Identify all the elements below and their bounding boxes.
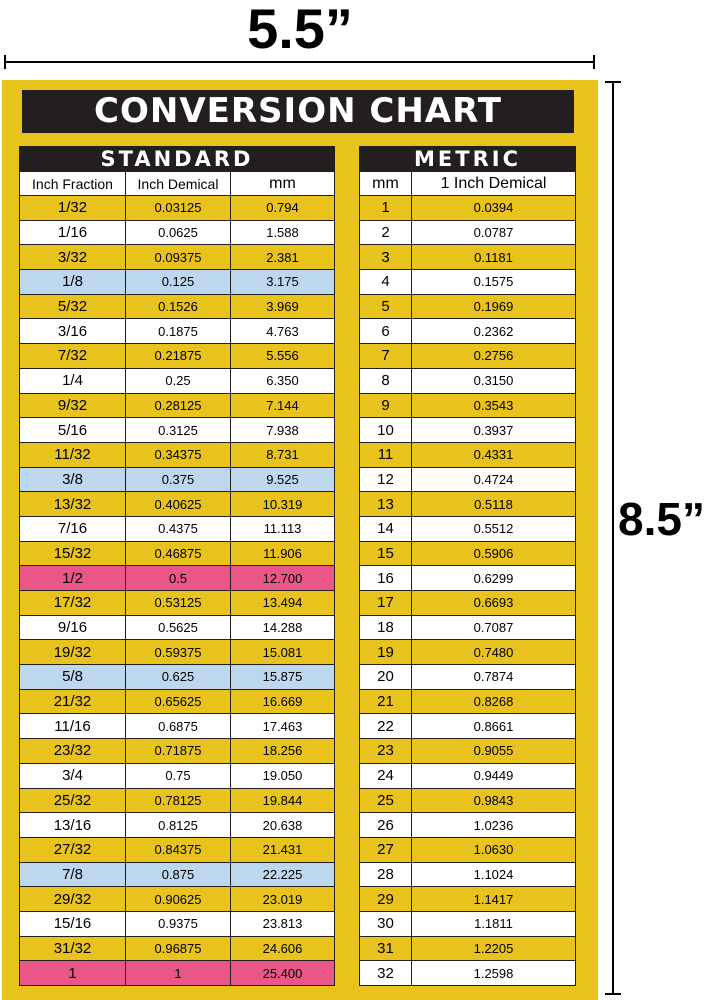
metric-table — [359, 146, 576, 986]
standard-row — [20, 566, 335, 591]
metric-row — [360, 245, 576, 270]
metric-mm-cell: 7 — [360, 344, 412, 369]
inch-decimal-cell: 0.84375 — [126, 837, 231, 862]
metric-mm-cell: 16 — [360, 566, 412, 591]
metric-mm-cell: 4 — [360, 270, 412, 295]
height-dimension-tick-top — [605, 81, 621, 83]
mm-cell: 10.319 — [231, 492, 335, 517]
width-dimension — [0, 0, 600, 80]
column-header-inch-fraction: Inch Fraction — [20, 172, 126, 196]
inch-fraction-cell: 5/32 — [20, 294, 126, 319]
metric-row — [360, 615, 576, 640]
inch-decimal-cell: 0.5 — [126, 566, 231, 591]
metric-row — [360, 467, 576, 492]
metric-row — [360, 270, 576, 295]
metric-inch-decimal-cell: 0.8268 — [412, 689, 576, 714]
metric-row — [360, 492, 576, 517]
inch-decimal-cell: 0.09375 — [126, 245, 231, 270]
inch-fraction-cell: 3/8 — [20, 467, 126, 492]
column-header-mm: mm — [231, 172, 335, 196]
standard-row — [20, 319, 335, 344]
metric-row — [360, 319, 576, 344]
metric-row — [360, 961, 576, 986]
inch-fraction-cell: 19/32 — [20, 640, 126, 665]
metric-inch-decimal-cell: 0.8661 — [412, 714, 576, 739]
standard-row — [20, 368, 335, 393]
metric-table-body — [360, 196, 576, 986]
metric-mm-cell: 22 — [360, 714, 412, 739]
standard-table — [19, 146, 335, 986]
height-label: 8.5” — [618, 490, 705, 548]
metric-row — [360, 665, 576, 690]
inch-fraction-cell: 15/16 — [20, 911, 126, 936]
inch-decimal-cell: 0.40625 — [126, 492, 231, 517]
metric-mm-cell: 11 — [360, 442, 412, 467]
height-dimension-line — [612, 82, 614, 994]
metric-row — [360, 220, 576, 245]
mm-cell: 21.431 — [231, 837, 335, 862]
metric-row — [360, 541, 576, 566]
standard-row — [20, 837, 335, 862]
inch-decimal-cell: 0.1875 — [126, 319, 231, 344]
metric-mm-cell: 3 — [360, 245, 412, 270]
mm-cell: 7.938 — [231, 418, 335, 443]
metric-row — [360, 763, 576, 788]
inch-fraction-cell: 17/32 — [20, 591, 126, 616]
mm-cell: 15.875 — [231, 665, 335, 690]
metric-inch-decimal-cell: 0.5512 — [412, 516, 576, 541]
metric-inch-decimal-cell: 1.0236 — [412, 813, 576, 838]
metric-mm-cell: 28 — [360, 862, 412, 887]
metric-mm-cell: 13 — [360, 492, 412, 517]
mm-cell: 15.081 — [231, 640, 335, 665]
inch-fraction-cell: 3/4 — [20, 763, 126, 788]
mm-cell: 16.669 — [231, 689, 335, 714]
metric-row — [360, 294, 576, 319]
inch-decimal-cell: 0.625 — [126, 665, 231, 690]
height-dimension-tick-bottom — [605, 993, 621, 995]
metric-mm-cell: 32 — [360, 961, 412, 986]
inch-decimal-cell: 0.375 — [126, 467, 231, 492]
mm-cell: 7.144 — [231, 393, 335, 418]
metric-mm-cell: 12 — [360, 467, 412, 492]
metric-row — [360, 516, 576, 541]
inch-decimal-cell: 0.34375 — [126, 442, 231, 467]
inch-fraction-cell: 7/32 — [20, 344, 126, 369]
inch-decimal-cell: 0.75 — [126, 763, 231, 788]
inch-decimal-cell: 0.25 — [126, 368, 231, 393]
metric-inch-decimal-cell: 0.4724 — [412, 467, 576, 492]
metric-mm-cell: 19 — [360, 640, 412, 665]
standard-row — [20, 961, 335, 986]
standard-row — [20, 739, 335, 764]
metric-inch-decimal-cell: 0.3937 — [412, 418, 576, 443]
mm-cell: 1.588 — [231, 220, 335, 245]
standard-heading: STANDARD — [20, 147, 335, 172]
metric-heading: METRIC — [360, 147, 576, 172]
metric-mm-cell: 1 — [360, 196, 412, 221]
metric-inch-decimal-cell: 0.0394 — [412, 196, 576, 221]
metric-row — [360, 344, 576, 369]
inch-decimal-cell: 0.1526 — [126, 294, 231, 319]
metric-row — [360, 196, 576, 221]
standard-row — [20, 763, 335, 788]
inch-fraction-cell: 3/32 — [20, 245, 126, 270]
inch-fraction-cell: 1/2 — [20, 566, 126, 591]
metric-row — [360, 862, 576, 887]
metric-inch-decimal-cell: 0.7087 — [412, 615, 576, 640]
standard-row — [20, 442, 335, 467]
metric-inch-decimal-cell: 0.4331 — [412, 442, 576, 467]
inch-decimal-cell: 0.65625 — [126, 689, 231, 714]
inch-fraction-cell: 27/32 — [20, 837, 126, 862]
standard-row — [20, 936, 335, 961]
mm-cell: 2.381 — [231, 245, 335, 270]
inch-fraction-cell: 21/32 — [20, 689, 126, 714]
inch-fraction-cell: 7/8 — [20, 862, 126, 887]
mm-cell: 0.794 — [231, 196, 335, 221]
mm-cell: 11.906 — [231, 541, 335, 566]
metric-mm-cell: 2 — [360, 220, 412, 245]
metric-mm-cell: 30 — [360, 911, 412, 936]
inch-decimal-cell: 0.46875 — [126, 541, 231, 566]
metric-mm-cell: 18 — [360, 615, 412, 640]
standard-row — [20, 196, 335, 221]
width-label: 5.5” — [247, 0, 353, 60]
metric-mm-cell: 5 — [360, 294, 412, 319]
inch-decimal-cell: 0.4375 — [126, 516, 231, 541]
standard-row — [20, 911, 335, 936]
metric-row — [360, 689, 576, 714]
metric-mm-cell: 9 — [360, 393, 412, 418]
inch-fraction-cell: 9/32 — [20, 393, 126, 418]
metric-row — [360, 936, 576, 961]
inch-fraction-cell: 15/32 — [20, 541, 126, 566]
metric-row — [360, 887, 576, 912]
inch-decimal-cell: 0.6875 — [126, 714, 231, 739]
metric-inch-decimal-cell: 0.2756 — [412, 344, 576, 369]
inch-fraction-cell: 1/16 — [20, 220, 126, 245]
inch-fraction-cell: 13/32 — [20, 492, 126, 517]
metric-mm-cell: 10 — [360, 418, 412, 443]
inch-fraction-cell: 25/32 — [20, 788, 126, 813]
inch-fraction-cell: 5/8 — [20, 665, 126, 690]
mm-cell: 24.606 — [231, 936, 335, 961]
metric-mm-cell: 14 — [360, 516, 412, 541]
standard-row — [20, 689, 335, 714]
inch-fraction-cell: 1 — [20, 961, 126, 986]
inch-decimal-cell: 0.28125 — [126, 393, 231, 418]
standard-row — [20, 640, 335, 665]
mm-cell: 23.019 — [231, 887, 335, 912]
mm-cell: 5.556 — [231, 344, 335, 369]
metric-inch-decimal-cell: 0.1969 — [412, 294, 576, 319]
standard-row — [20, 492, 335, 517]
metric-row — [360, 788, 576, 813]
mm-cell: 6.350 — [231, 368, 335, 393]
inch-decimal-cell: 0.71875 — [126, 739, 231, 764]
metric-mm-cell: 8 — [360, 368, 412, 393]
inch-decimal-cell: 0.90625 — [126, 887, 231, 912]
metric-inch-decimal-cell: 0.3543 — [412, 393, 576, 418]
standard-row — [20, 245, 335, 270]
column-header-metric-mm: mm — [360, 172, 412, 196]
mm-cell: 22.225 — [231, 862, 335, 887]
metric-inch-decimal-cell: 1.2205 — [412, 936, 576, 961]
inch-fraction-cell: 11/32 — [20, 442, 126, 467]
metric-row — [360, 837, 576, 862]
width-dimension-line — [5, 61, 595, 63]
mm-cell: 8.731 — [231, 442, 335, 467]
metric-inch-decimal-cell: 1.2598 — [412, 961, 576, 986]
inch-fraction-cell: 9/16 — [20, 615, 126, 640]
mm-cell: 4.763 — [231, 319, 335, 344]
metric-mm-cell: 17 — [360, 591, 412, 616]
inch-decimal-cell: 0.875 — [126, 862, 231, 887]
inch-decimal-cell: 0.5625 — [126, 615, 231, 640]
metric-row — [360, 393, 576, 418]
mm-cell: 17.463 — [231, 714, 335, 739]
standard-row — [20, 665, 335, 690]
inch-decimal-cell: 0.21875 — [126, 344, 231, 369]
metric-inch-decimal-cell: 0.6693 — [412, 591, 576, 616]
metric-row — [360, 640, 576, 665]
metric-row — [360, 813, 576, 838]
metric-mm-cell: 15 — [360, 541, 412, 566]
metric-mm-cell: 26 — [360, 813, 412, 838]
metric-mm-cell: 29 — [360, 887, 412, 912]
standard-row — [20, 294, 335, 319]
metric-inch-decimal-cell: 0.5118 — [412, 492, 576, 517]
metric-mm-cell: 31 — [360, 936, 412, 961]
inch-decimal-cell: 0.0625 — [126, 220, 231, 245]
inch-decimal-cell: 0.59375 — [126, 640, 231, 665]
inch-fraction-cell: 1/8 — [20, 270, 126, 295]
metric-inch-decimal-cell: 0.1181 — [412, 245, 576, 270]
standard-row — [20, 813, 335, 838]
mm-cell: 20.638 — [231, 813, 335, 838]
inch-decimal-cell: 1 — [126, 961, 231, 986]
metric-inch-decimal-cell: 0.9449 — [412, 763, 576, 788]
standard-row — [20, 220, 335, 245]
mm-cell: 11.113 — [231, 516, 335, 541]
mm-cell: 19.844 — [231, 788, 335, 813]
metric-row — [360, 739, 576, 764]
standard-row — [20, 615, 335, 640]
standard-row — [20, 541, 335, 566]
mm-cell: 12.700 — [231, 566, 335, 591]
metric-inch-decimal-cell: 0.9055 — [412, 739, 576, 764]
inch-decimal-cell: 0.125 — [126, 270, 231, 295]
mm-cell: 3.175 — [231, 270, 335, 295]
metric-mm-cell: 21 — [360, 689, 412, 714]
metric-inch-decimal-cell: 0.7874 — [412, 665, 576, 690]
metric-row — [360, 368, 576, 393]
standard-row — [20, 887, 335, 912]
metric-inch-decimal-cell: 0.1575 — [412, 270, 576, 295]
inch-decimal-cell: 0.9375 — [126, 911, 231, 936]
mm-cell: 13.494 — [231, 591, 335, 616]
metric-inch-decimal-cell: 1.1811 — [412, 911, 576, 936]
metric-row — [360, 442, 576, 467]
metric-inch-decimal-cell: 0.3150 — [412, 368, 576, 393]
standard-row — [20, 467, 335, 492]
mm-cell: 25.400 — [231, 961, 335, 986]
width-dimension-tick-right — [593, 55, 595, 69]
metric-mm-cell: 6 — [360, 319, 412, 344]
metric-mm-cell: 23 — [360, 739, 412, 764]
inch-fraction-cell: 13/16 — [20, 813, 126, 838]
standard-row — [20, 344, 335, 369]
standard-row — [20, 393, 335, 418]
standard-table-body — [20, 196, 335, 986]
inch-decimal-cell: 0.53125 — [126, 591, 231, 616]
mm-cell: 19.050 — [231, 763, 335, 788]
inch-fraction-cell: 5/16 — [20, 418, 126, 443]
metric-inch-decimal-cell: 0.6299 — [412, 566, 576, 591]
metric-mm-cell: 25 — [360, 788, 412, 813]
standard-row — [20, 516, 335, 541]
metric-row — [360, 911, 576, 936]
mm-cell: 9.525 — [231, 467, 335, 492]
mm-cell: 23.813 — [231, 911, 335, 936]
inch-decimal-cell: 0.96875 — [126, 936, 231, 961]
column-header-inch-decimal: Inch Demical — [126, 172, 231, 196]
metric-row — [360, 591, 576, 616]
standard-row — [20, 270, 335, 295]
inch-decimal-cell: 0.3125 — [126, 418, 231, 443]
metric-mm-cell: 20 — [360, 665, 412, 690]
metric-row — [360, 714, 576, 739]
metric-row — [360, 418, 576, 443]
inch-fraction-cell: 1/4 — [20, 368, 126, 393]
inch-decimal-cell: 0.8125 — [126, 813, 231, 838]
mm-cell: 3.969 — [231, 294, 335, 319]
inch-fraction-cell: 1/32 — [20, 196, 126, 221]
metric-inch-decimal-cell: 1.1417 — [412, 887, 576, 912]
metric-inch-decimal-cell: 0.5906 — [412, 541, 576, 566]
chart-title: CONVERSION CHART — [22, 90, 574, 133]
metric-inch-decimal-cell: 1.0630 — [412, 837, 576, 862]
inch-fraction-cell: 3/16 — [20, 319, 126, 344]
inch-decimal-cell: 0.78125 — [126, 788, 231, 813]
mm-cell: 18.256 — [231, 739, 335, 764]
standard-row — [20, 591, 335, 616]
metric-inch-decimal-cell: 1.1024 — [412, 862, 576, 887]
conversion-chart-card — [2, 80, 598, 1000]
metric-mm-cell: 24 — [360, 763, 412, 788]
inch-fraction-cell: 29/32 — [20, 887, 126, 912]
standard-row — [20, 862, 335, 887]
standard-row — [20, 788, 335, 813]
inch-fraction-cell: 11/16 — [20, 714, 126, 739]
inch-decimal-cell: 0.03125 — [126, 196, 231, 221]
metric-inch-decimal-cell: 0.0787 — [412, 220, 576, 245]
column-header-one-inch-decimal: 1 Inch Demical — [412, 172, 576, 196]
inch-fraction-cell: 7/16 — [20, 516, 126, 541]
standard-row — [20, 714, 335, 739]
inch-fraction-cell: 23/32 — [20, 739, 126, 764]
metric-inch-decimal-cell: 0.7480 — [412, 640, 576, 665]
width-dimension-tick-left — [4, 55, 6, 69]
inch-fraction-cell: 31/32 — [20, 936, 126, 961]
metric-inch-decimal-cell: 0.2362 — [412, 319, 576, 344]
metric-row — [360, 566, 576, 591]
standard-row — [20, 418, 335, 443]
metric-mm-cell: 27 — [360, 837, 412, 862]
metric-inch-decimal-cell: 0.9843 — [412, 788, 576, 813]
mm-cell: 14.288 — [231, 615, 335, 640]
